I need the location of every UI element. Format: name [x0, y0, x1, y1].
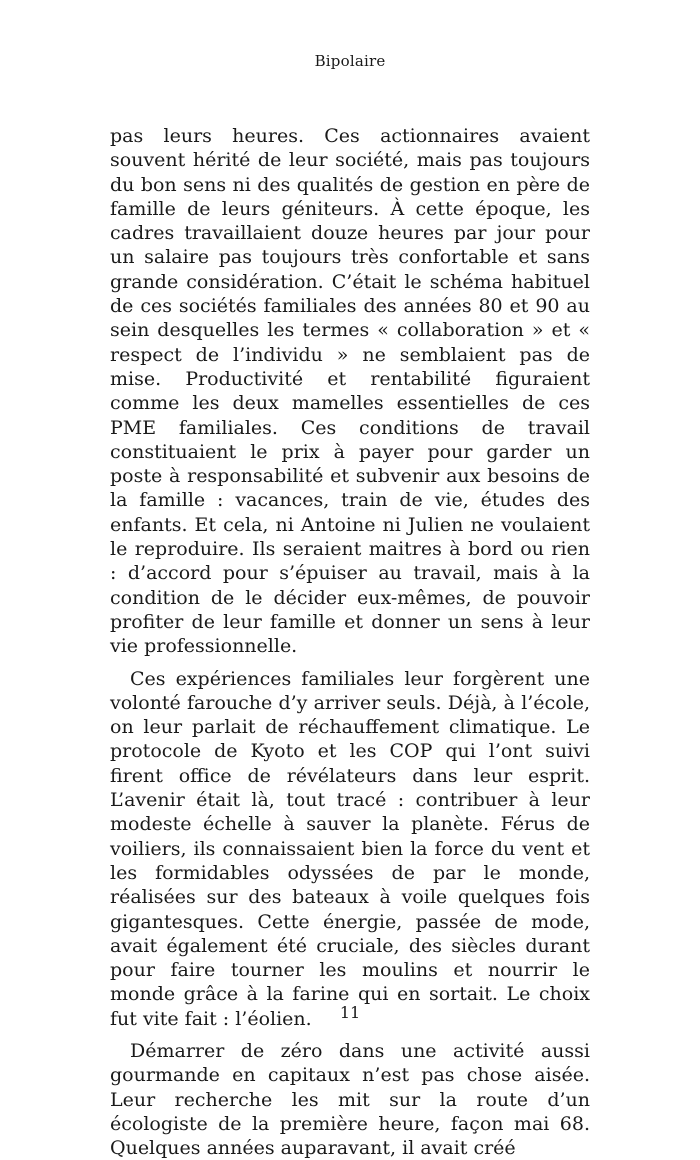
page-number: 11: [339, 1003, 361, 1022]
paragraph-3: Démarrer de zéro dans une activité aussi gourmande en capitaux n’est pas chose aisée. Leur recherche les mit sur la route d’un écologiste de la première heure, façon mai 68. Quelques années auparavant, il avait créé: [110, 1039, 590, 1160]
paragraph-2: Ces expériences familiales leur forgèrent une volonté farouche d’y arriver seuls. Déjà, à l’école, on leur parlait de réchauffement climatique. Le protocole de Kyoto et les COP qui l’ont suivi firent office de révélateurs dans leur esprit. L’avenir était là, tout tracé : contribuer à leur modeste échelle à sauver la planète. Férus de voiliers, ils connaissaient bien la force du vent et les formidables odyssées de par le monde, réalisées sur des bateaux à voile quelques fois gigantesques. Cette énergie, passée de mode, avait également été cruciale, des siècles durant pour faire tourner les moulins et nourrir le monde grâce à la farine qui en sortait. Le choix fut vite fait : l’éolien.: [110, 667, 590, 1030]
paragraph-1: pas leurs heures. Ces actionnaires avaient souvent hérité de leur société, mais pas toujours du bon sens ni des qualités de gestion en père de famille de leurs géniteurs. À cette époque, les cadres travaillaient douze heures par jour pour un salaire pas toujours très confortable et sans grande considération. C’était le schéma habituel de ces sociétés familiales des années 80 et 90 au sein desquelles les termes « collaboration » et « respect de l’individu » ne semblaient pas de mise. Productivité et rentabilité figuraient comme les deux mamelles essentielles de ces PME familiales. Ces conditions de travail constituaient le prix à payer pour garder un poste à responsabilité et subvenir aux besoins de la famille : vacances, train de vie, études des enfants. Et cela, ni Antoine ni Julien ne voulaient le reproduire. Ils seraient maitres à bord ou rien : d’accord pour s’épuiser au travail, mais à la condition de le décider eux-mêmes, de pouvoir profiter de leur famille et donner un sens à leur vie professionnelle.: [110, 125, 590, 658]
running-header-title: Bipolaire: [314, 52, 386, 70]
